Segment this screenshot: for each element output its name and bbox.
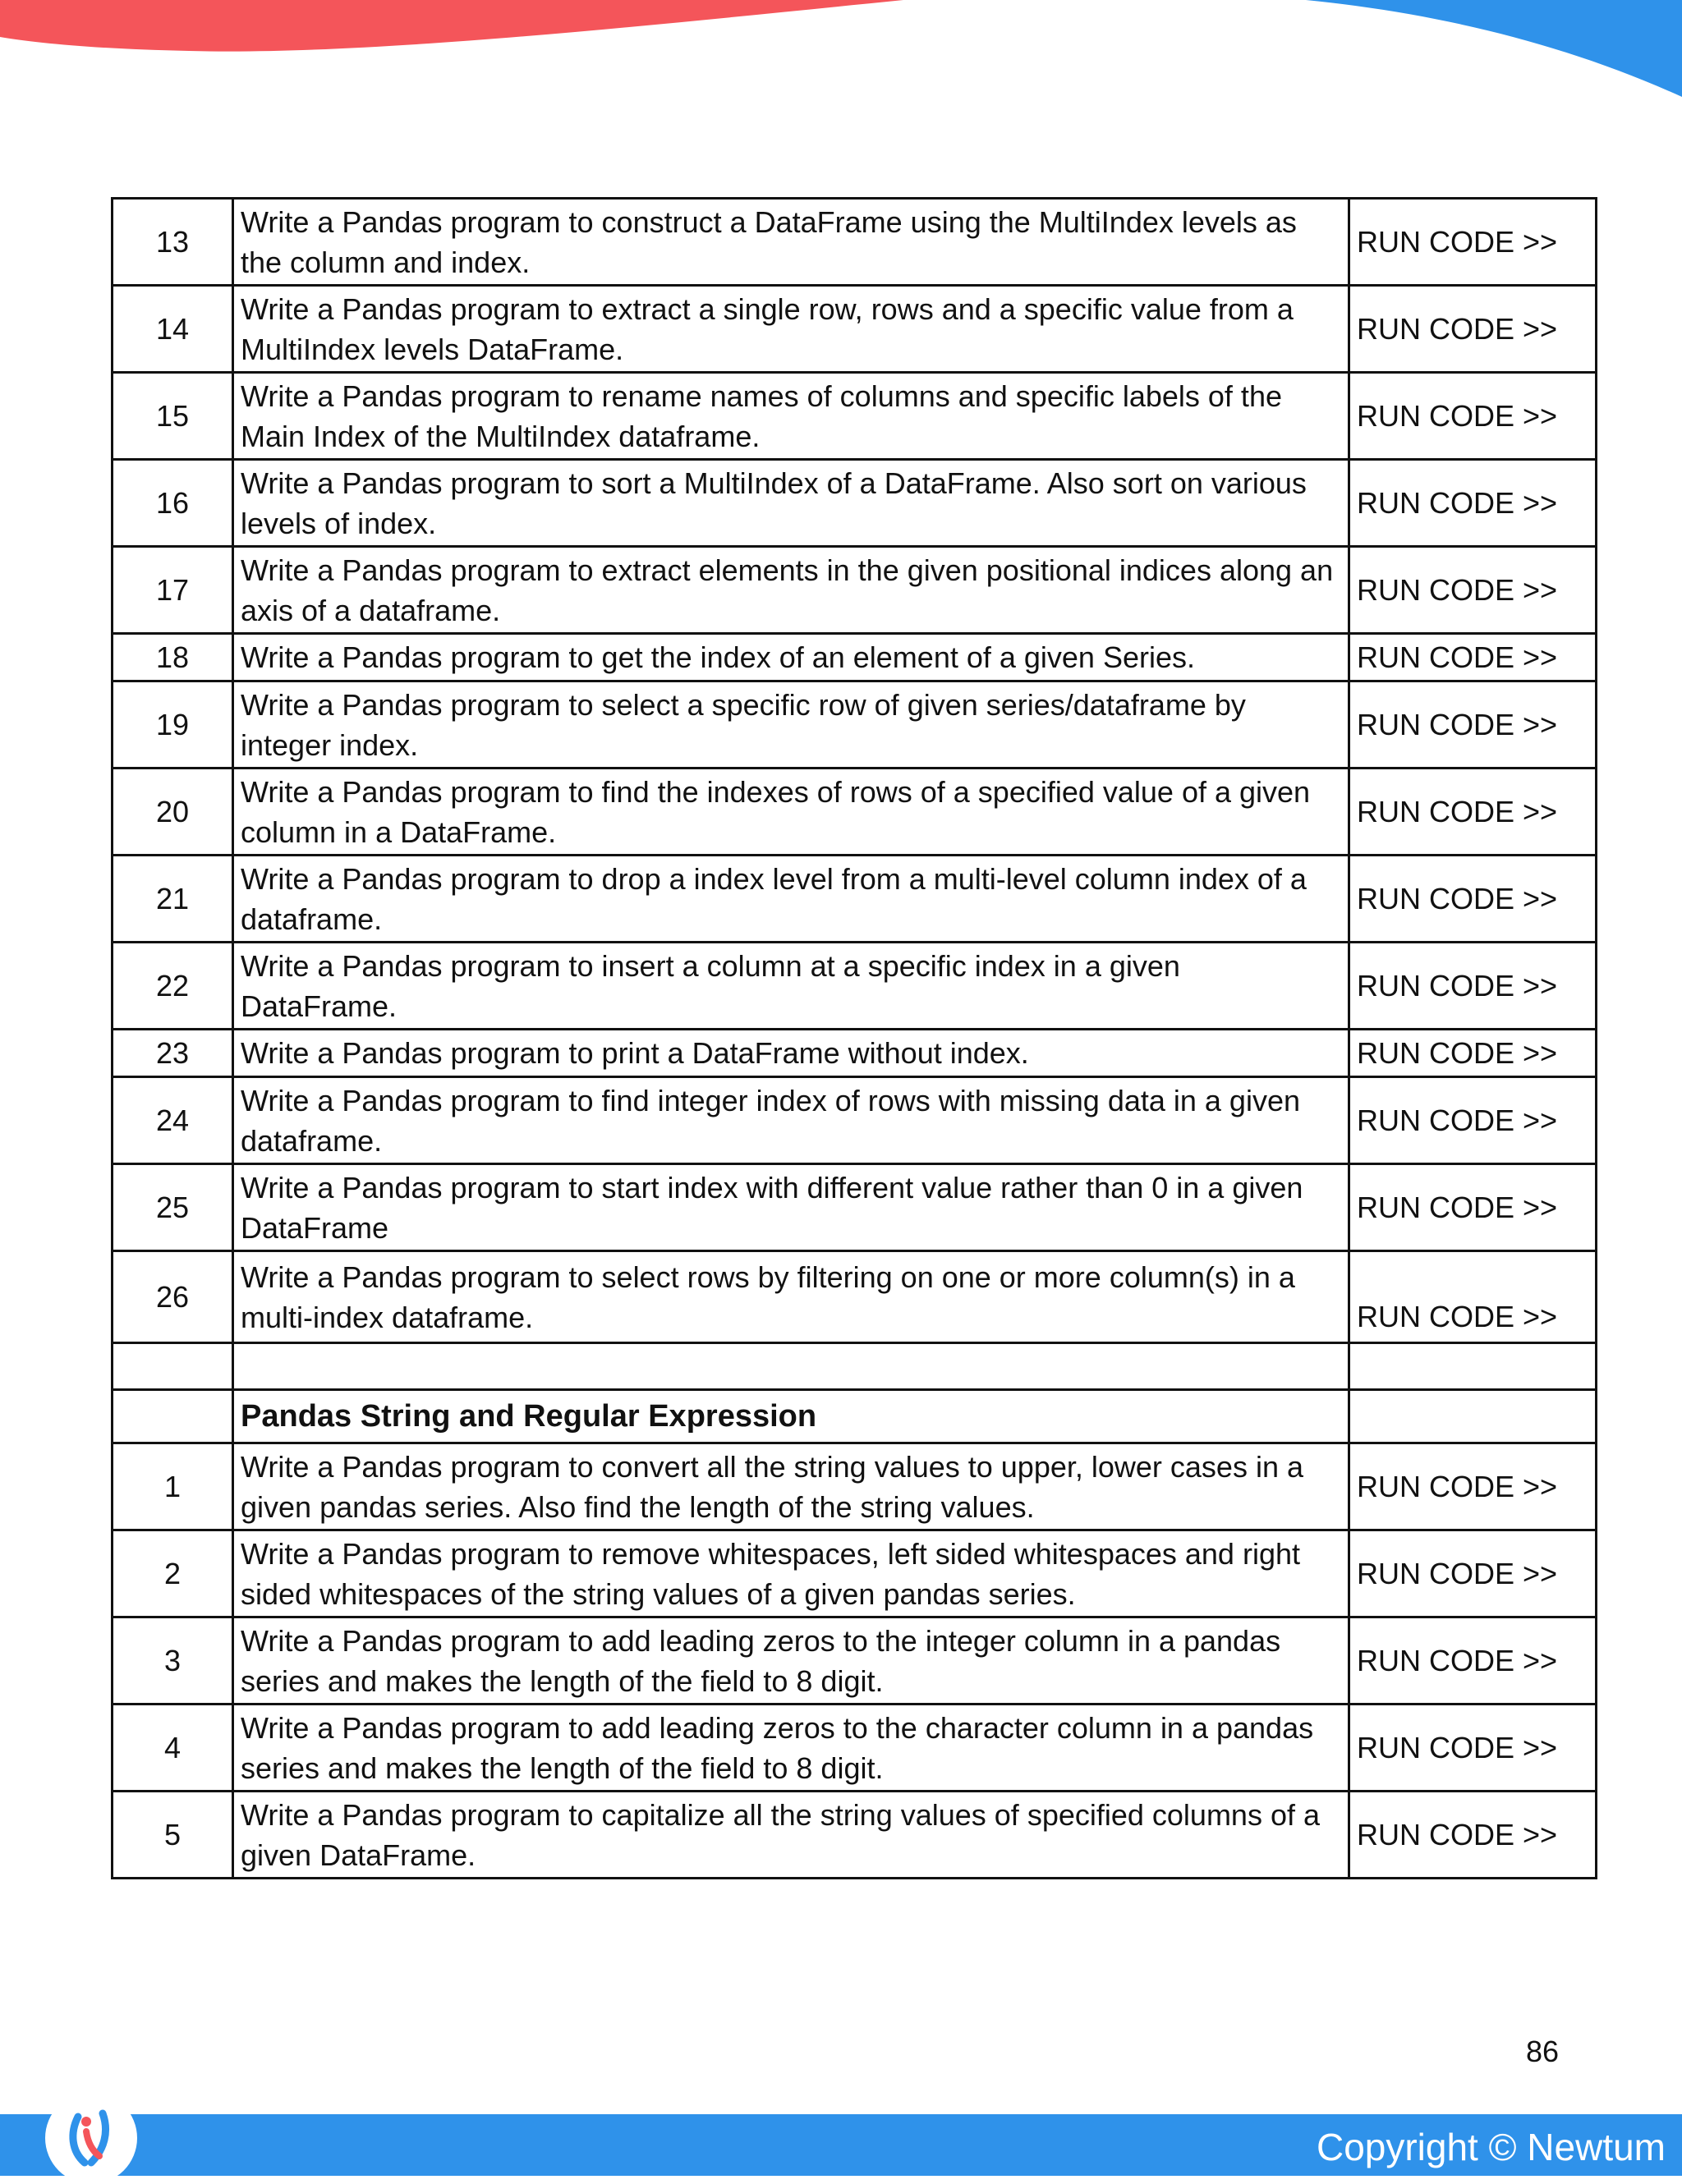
- run-code-link[interactable]: RUN CODE >>: [1349, 943, 1597, 1030]
- row-description: Write a Pandas program to remove whitespaces, left sided whitespaces and right sided whitespaces of the string values of a given pandas series.: [233, 1530, 1349, 1617]
- run-code-link[interactable]: RUN CODE >>: [1349, 373, 1597, 460]
- run-code-link[interactable]: RUN CODE >>: [1349, 1705, 1597, 1792]
- table-row: [113, 681, 1597, 769]
- row-number: 24: [113, 1077, 233, 1164]
- run-code-link[interactable]: RUN CODE >>: [1349, 1030, 1597, 1077]
- row-description: Write a Pandas program to select a specific row of given series/dataframe by integer index.: [233, 681, 1349, 769]
- row-number: 15: [113, 373, 233, 460]
- table-row: [113, 856, 1597, 943]
- row-description: Write a Pandas program to sort a MultiIndex of a DataFrame. Also sort on various levels of index.: [233, 460, 1349, 547]
- section-header-row: [113, 1390, 1597, 1443]
- table-row: [113, 1530, 1597, 1617]
- table-row: [113, 943, 1597, 1030]
- row-description: Write a Pandas program to rename names of columns and specific labels of the Main Index of the MultiIndex dataframe.: [233, 373, 1349, 460]
- row-number: 21: [113, 856, 233, 943]
- table-row: [113, 1251, 1597, 1343]
- run-code-link[interactable]: RUN CODE >>: [1349, 681, 1597, 769]
- row-number: 22: [113, 943, 233, 1030]
- row-description: Write a Pandas program to insert a column at a specific index in a given DataFrame.: [233, 943, 1349, 1030]
- row-description: Write a Pandas program to get the index of an element of a given Series.: [233, 634, 1349, 681]
- row-number: 25: [113, 1164, 233, 1251]
- section-title: Pandas String and Regular Expression: [233, 1390, 1349, 1443]
- table-row: [113, 1077, 1597, 1164]
- empty-cell: [113, 1343, 233, 1390]
- table-row: [113, 1443, 1597, 1530]
- run-code-link[interactable]: RUN CODE >>: [1349, 1530, 1597, 1617]
- row-number: 20: [113, 769, 233, 856]
- run-code-link[interactable]: RUN CODE >>: [1349, 856, 1597, 943]
- top-blue-wave: [1306, 0, 1682, 97]
- row-number: 23: [113, 1030, 233, 1077]
- row-number: 16: [113, 460, 233, 547]
- run-code-link[interactable]: RUN CODE >>: [1349, 460, 1597, 547]
- empty-cell: [233, 1343, 1349, 1390]
- run-code-link[interactable]: RUN CODE >>: [1349, 1443, 1597, 1530]
- empty-cell: [1349, 1343, 1597, 1390]
- row-description: Write a Pandas program to drop a index level from a multi-level column index of a dataframe.: [233, 856, 1349, 943]
- row-number: 26: [113, 1251, 233, 1343]
- empty-cell: [1349, 1390, 1597, 1443]
- top-red-wave: [0, 0, 903, 52]
- top-decoration: [0, 0, 1682, 107]
- row-number: 14: [113, 286, 233, 373]
- row-description: Write a Pandas program to select rows by filtering on one or more column(s) in a multi-index dataframe.: [233, 1251, 1349, 1343]
- copyright-text: Copyright © Newtum: [1316, 2126, 1666, 2168]
- row-description: Write a Pandas program to print a DataFrame without index.: [233, 1030, 1349, 1077]
- table-row: [113, 1617, 1597, 1705]
- table-row: [113, 1705, 1597, 1792]
- exercise-table: [111, 197, 1597, 1879]
- row-number: 3: [113, 1617, 233, 1705]
- row-description: Write a Pandas program to add leading zeros to the integer column in a pandas series and makes the length of the field to 8 digit.: [233, 1617, 1349, 1705]
- row-description: Write a Pandas program to start index with different value rather than 0 in a given DataFrame: [233, 1164, 1349, 1251]
- row-description: Write a Pandas program to capitalize all the string values of specified columns of a given DataFrame.: [233, 1792, 1349, 1879]
- empty-row: [113, 1343, 1597, 1390]
- table-row: [113, 769, 1597, 856]
- table-row: [113, 547, 1597, 634]
- row-number: 2: [113, 1530, 233, 1617]
- row-number: 17: [113, 547, 233, 634]
- table-row: [113, 1792, 1597, 1879]
- run-code-link[interactable]: RUN CODE >>: [1349, 1164, 1597, 1251]
- run-code-link[interactable]: RUN CODE >>: [1349, 769, 1597, 856]
- table-row: [113, 460, 1597, 547]
- row-description: Write a Pandas program to construct a DataFrame using the MultiIndex levels as the column and index.: [233, 199, 1349, 286]
- newtum-logo: [45, 2092, 137, 2184]
- row-description: Write a Pandas program to find the indexes of rows of a specified value of a given column in a DataFrame.: [233, 769, 1349, 856]
- run-code-link[interactable]: RUN CODE >>: [1349, 1077, 1597, 1164]
- row-number: 1: [113, 1443, 233, 1530]
- row-description: Write a Pandas program to extract a single row, rows and a specific value from a MultiIndex levels DataFrame.: [233, 286, 1349, 373]
- row-description: Write a Pandas program to convert all the string values to upper, lower cases in a given pandas series. Also find the length of the string values.: [233, 1443, 1349, 1530]
- table-row: [113, 199, 1597, 286]
- run-code-link[interactable]: RUN CODE >>: [1349, 634, 1597, 681]
- row-number: 18: [113, 634, 233, 681]
- table-row: [113, 1164, 1597, 1251]
- run-code-link[interactable]: RUN CODE >>: [1349, 1251, 1597, 1343]
- run-code-link[interactable]: RUN CODE >>: [1349, 286, 1597, 373]
- table-row: [113, 634, 1597, 681]
- row-description: Write a Pandas program to add leading zeros to the character column in a pandas series and makes the length of the field to 8 digit.: [233, 1705, 1349, 1792]
- row-description: Write a Pandas program to find integer index of rows with missing data in a given dataframe.: [233, 1077, 1349, 1164]
- table-row: [113, 286, 1597, 373]
- table-row: [113, 1030, 1597, 1077]
- footer-bar: [0, 2114, 1682, 2176]
- row-number: 19: [113, 681, 233, 769]
- newtum-logo-icon: [45, 2092, 137, 2184]
- empty-cell: [113, 1390, 233, 1443]
- page-number: 86: [1525, 2035, 1559, 2068]
- run-code-link[interactable]: RUN CODE >>: [1349, 1617, 1597, 1705]
- run-code-link[interactable]: RUN CODE >>: [1349, 199, 1597, 286]
- run-code-link[interactable]: RUN CODE >>: [1349, 1792, 1597, 1879]
- row-number: 5: [113, 1792, 233, 1879]
- table-row: [113, 373, 1597, 460]
- row-description: Write a Pandas program to extract elements in the given positional indices along an axis of a dataframe.: [233, 547, 1349, 634]
- run-code-link[interactable]: RUN CODE >>: [1349, 547, 1597, 634]
- row-number: 4: [113, 1705, 233, 1792]
- row-number: 13: [113, 199, 233, 286]
